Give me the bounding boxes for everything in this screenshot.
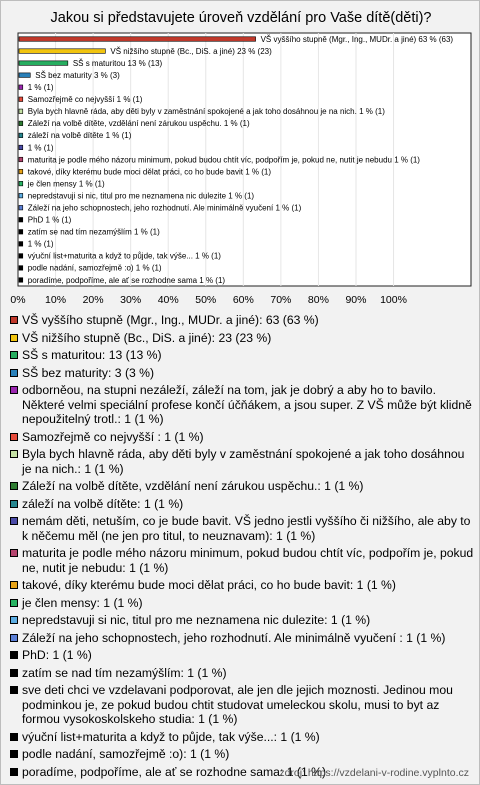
legend-swatch [10, 750, 18, 758]
x-tick-label: 0% [10, 294, 26, 306]
legend-swatch [10, 768, 18, 776]
legend-swatch [10, 351, 18, 359]
x-tick-label: 20% [82, 294, 104, 306]
bar [19, 109, 23, 114]
bar-label: 1 % (1) [27, 83, 54, 93]
legend-item [10, 631, 474, 646]
legend-item [10, 613, 474, 628]
legend-label: odborněou, na stupni nezáleží, záleží na tom, jak je dobrý a aby ho to bavilo. Některé velmi speciální profese končí účňákem, a jsou super. Z VŠ může být klidně nepoužitelný trotl.: 1 (1 %) [22, 383, 472, 426]
bar [19, 157, 23, 162]
legend-swatch [10, 581, 18, 589]
bar-label: Záleží na jeho schopnostech, jeho rozhodnutí. Ale minimálně vyučení 1 % (1) [27, 203, 302, 213]
x-tick-label: 90% [345, 294, 367, 306]
bar-label: podle nadání, samozřejmě :o) 1 % (1) [27, 263, 162, 273]
x-tick-label: 10% [45, 294, 67, 306]
legend-swatch [10, 549, 18, 557]
bar-label: Samozřejmě co nejvyšší 1 % (1) [27, 95, 143, 105]
legend-swatch [10, 450, 18, 458]
bar [19, 121, 23, 126]
bar [19, 242, 23, 247]
legend-label: výuční list+maturita a když to půjde, tak výše...: 1 (1 %) [22, 729, 320, 744]
legend-item [10, 514, 474, 543]
legend-item [10, 546, 474, 575]
bar-chart [1, 1, 480, 311]
legend-item [10, 666, 474, 681]
legend-swatch [10, 369, 18, 377]
legend-swatch [10, 433, 18, 441]
legend-label: zatím se nad tím nezamýšlím: 1 (1 %) [22, 665, 227, 680]
legend-label: Byla bych hlavně ráda, aby děti byly v zaměstnání spokojené a jak toho dosáhnou je na nich.: 1 (1 %) [22, 447, 465, 476]
legend-item [10, 331, 474, 346]
legend-swatch [10, 500, 18, 508]
legend-item [10, 348, 474, 363]
bar [19, 217, 23, 222]
bar [19, 73, 30, 78]
x-tick-label: 80% [307, 294, 329, 306]
legend-item [10, 648, 474, 663]
bar-label: výuční list+maturita a když to půjde, tak výše... 1 % (1) [27, 251, 221, 261]
source-note: zdroj: https://vzdelani-v-rodine.vyplnto.cz [279, 767, 469, 779]
bar-label: PhD 1 % (1) [27, 215, 72, 225]
bar [19, 133, 23, 138]
bar [19, 254, 23, 259]
legend-item [10, 383, 474, 427]
bar [19, 37, 256, 42]
x-tick-label: 60% [232, 294, 254, 306]
bar [19, 230, 23, 235]
chart-title: Jakou si představujete úroveň vzdělání pro Vaše dítě(děti)? [50, 10, 432, 26]
bar-label: takové, díky kterému bude moci dělat práci, co ho bude bavit 1 % (1) [27, 167, 272, 177]
legend-label: Samozřejmě co nejvyšší : 1 (1 %) [22, 429, 204, 444]
x-tick-label: 30% [120, 294, 142, 306]
legend-swatch [10, 334, 18, 342]
bar [19, 266, 23, 271]
legend-label: SŠ bez maturity: 3 (3 %) [22, 365, 155, 380]
x-tick-label: 70% [270, 294, 292, 306]
bar-label: maturita je podle mého názoru minimum, pokud budou chtít víc, podpořím je, pokud ne, nutit je nebudu 1 % (1) [27, 155, 420, 165]
legend-label: VŠ nižšího stupně (Bc., DiS. a jiné): 23 (23 %) [22, 330, 272, 345]
bar [19, 49, 105, 54]
legend-item [10, 578, 474, 593]
bar-label: VŠ nižšího stupně (Bc., DiS. a jiné) 23 % (23) [110, 46, 272, 56]
legend-swatch [10, 616, 18, 624]
bar-label: poradíme, podpoříme, ale ať se rozhodne sama 1 % (1) [27, 275, 226, 285]
legend-label: nepredstavuji si nic, titul pro me neznamena nic dulezite: 1 (1 %) [22, 613, 371, 627]
legend-swatch [10, 733, 18, 741]
bar [19, 145, 23, 150]
x-tick-label: 50% [195, 294, 217, 306]
bar-label: SŠ bez maturity 3 % (3) [35, 70, 120, 80]
legend-label: Záleží na volbě dítěte, vzdělání není zárukou uspěchu.: 1 (1 %) [22, 479, 364, 493]
bar-label: VŠ vyššího stupně (Mgr., Ing., MUDr. a jiné) 63 % (63) [260, 34, 454, 44]
legend-item [10, 313, 474, 328]
legend-swatch [10, 599, 18, 607]
x-tick-label: 100% [380, 294, 407, 306]
legend-swatch [10, 669, 18, 677]
bar [19, 97, 23, 102]
bar-label: záleží na volbě dítěte 1 % (1) [27, 131, 132, 141]
legend-item [10, 683, 474, 727]
legend-item [10, 596, 474, 611]
legend-label: SŠ s maturitou: 13 (13 %) [22, 348, 162, 362]
bar-label: Záleží na volbě dítěte, vzdělání není zárukou uspěchu. 1 % (1) [27, 119, 250, 129]
legend-label: sve deti chci ve vzdelavani podporovat, ale jen dle jejich moznosti. Jedinou mou podminkou je, ze pokud budou chtit studovat umeleckou skolu, musi to byt az formou vysokoskolskeho studia: 1 (1 %) [22, 683, 453, 726]
legend-label: je člen mensy: 1 (1 %) [22, 595, 143, 610]
legend-swatch [10, 386, 18, 394]
legend-item [10, 430, 474, 445]
bar [19, 193, 23, 198]
x-tick-label: 40% [157, 294, 179, 306]
legend-label: nemám děti, netuším, co je bude bavit. VŠ jedno jestli vyššího či nižšího, ale aby to k něčemu měl (ne jen pro titul, to neuznavam): 1 (1 %) [22, 514, 471, 543]
legend-label: PhD: 1 (1 %) [22, 648, 92, 662]
bar-label: nepredstavuji si nic, titul pro me neznamena nic dulezite 1 % (1) [27, 191, 255, 201]
legend-label: VŠ vyššího stupně (Mgr., Ing., MUDr. a jiné): 63 (63 %) [22, 313, 319, 327]
bar [19, 181, 23, 186]
legend-item [10, 497, 474, 512]
bar [19, 278, 23, 283]
legend-label: záleží na volbě dítěte: 1 (1 %) [22, 496, 184, 511]
bar [19, 85, 23, 90]
bar [19, 205, 23, 210]
bar-label: Byla bych hlavně ráda, aby děti byly v zaměstnání spokojené a jak toho dosáhnou je na nich. 1 % (1) [27, 107, 385, 117]
bar [19, 169, 23, 174]
legend-label: podle nadání, samozřejmě :o): 1 (1 %) [22, 747, 230, 761]
bar [19, 61, 68, 66]
bar-label: je člen mensy 1 % (1) [27, 179, 105, 189]
legend-label: poradíme, podpoříme, ale ať se rozhodne sama: 1 (1 %) [22, 764, 327, 779]
legend-swatch [10, 651, 18, 659]
legend-label: takové, díky kterému bude moci dělat práci, co ho bude bavit: 1 (1 %) [22, 578, 396, 592]
legend-item [10, 730, 474, 745]
legend-swatch [10, 517, 18, 525]
legend-item [10, 447, 474, 476]
bar-label: 1 % (1) [27, 143, 54, 153]
legend-swatch [10, 316, 18, 324]
chart-legend [10, 313, 474, 782]
legend-item [10, 479, 474, 494]
bar-label: SŠ s maturitou 13 % (13) [72, 58, 163, 68]
legend-item [10, 366, 474, 381]
bar-label: zatím se nad tím nezamýšlím 1 % (1) [27, 227, 160, 237]
legend-swatch [10, 686, 18, 694]
legend-label: Záleží na jeho schopnostech, jeho rozhodnutí. Ale minimálně vyučení : 1 (1 %) [22, 630, 446, 645]
legend-item [10, 747, 474, 762]
bar-label: 1 % (1) [27, 239, 54, 249]
legend-label: maturita je podle mého názoru minimum, pokud budou chtít víc, podpořím je, pokud ne, nutit je nebudu: 1 (1 %) [22, 546, 474, 575]
legend-swatch [10, 634, 18, 642]
legend-swatch [10, 482, 18, 490]
